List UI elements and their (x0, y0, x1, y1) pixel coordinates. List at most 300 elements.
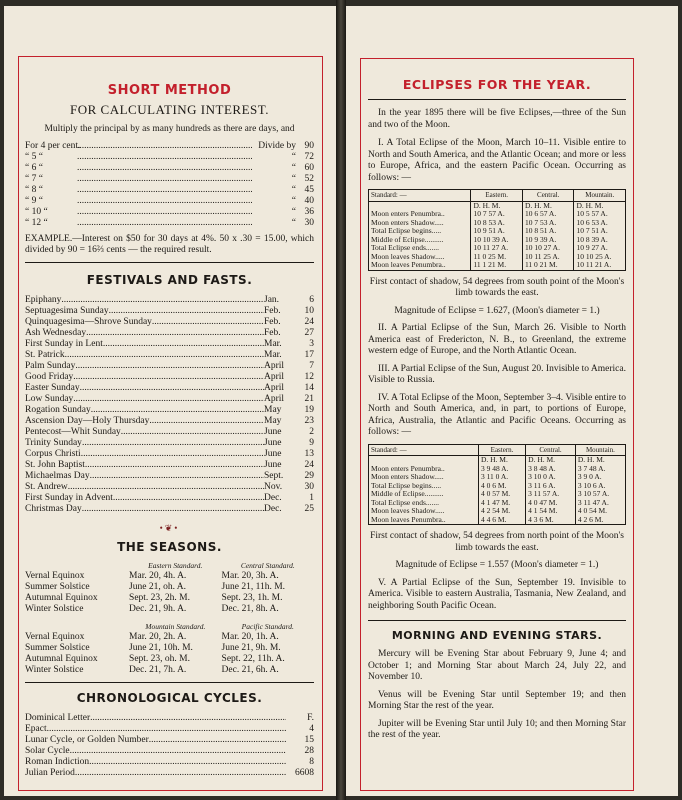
season-time: Sept. 23, oh. M. (129, 654, 191, 664)
cycle-value: 28 (304, 746, 314, 756)
eclipse-time-eastern: 4 0 57 M. (478, 490, 525, 499)
leader-dots (75, 361, 264, 372)
divide-value: 36 (304, 207, 314, 217)
eclipse-time-mountain: 10 6 53 A. (574, 219, 626, 228)
season-time: Dec. 21, 8h. A. (221, 604, 279, 614)
festival-month: June (264, 460, 282, 470)
divide-pct: “ 12 “ (25, 218, 48, 228)
festival-name: First Sunday in Advent (25, 493, 113, 503)
eclipse-phase: Middle of Eclipse.......... (371, 234, 444, 244)
leader-dots (77, 196, 252, 207)
eclipse-time-eastern: 10 7 57 A. (471, 210, 523, 219)
eclipse-phase: Moon enters Penumbra.. (371, 463, 445, 473)
short-method-title: SHORT METHOD (107, 83, 232, 98)
festival-month: Nov. (264, 482, 283, 492)
festival-row (25, 339, 314, 350)
eclipse-time-central: 3 8 48 A. (526, 465, 576, 474)
festival-day: 30 (304, 482, 314, 492)
festival-row (25, 361, 314, 372)
leader-dots (82, 438, 264, 449)
unit-cell: D. H. M. (574, 201, 626, 210)
divide-label: Divide by (258, 141, 296, 151)
divider (368, 620, 626, 621)
festival-month: April (264, 361, 285, 371)
festival-name: Septuagesima Sunday (25, 306, 109, 316)
jupiter-text: Jupiter will be Evening Star until July 10; and then Morning Star the rest of the year. (368, 718, 626, 740)
cycle-name: Lunar Cycle, or Golden Number (25, 735, 149, 745)
season-name: Autumnal Equinox (25, 593, 98, 603)
leader-dots (103, 339, 264, 350)
festival-day: 13 (304, 449, 314, 459)
zone-header: Pacific Standard. (241, 622, 294, 631)
divide-label: “ (291, 218, 296, 228)
eclipses-title: ECLIPSES FOR THE YEAR. (402, 77, 592, 92)
eclipse-phase: Total Eclipse ends....... (371, 243, 440, 252)
festival-row (25, 427, 314, 438)
divide-pct: “ 7 “ (25, 174, 43, 184)
eclipse-time-central: 3 11 57 A. (526, 490, 576, 499)
cycles-title: CHRONOLOGICAL CYCLES. (76, 691, 263, 705)
divide-label: “ (291, 174, 296, 184)
eclipse-time-mountain: 3 10 57 A. (575, 490, 625, 499)
season-time: June 21, 9h. M. (221, 643, 281, 653)
divide-row (25, 218, 314, 229)
unit-cell: D. H. M. (526, 456, 576, 465)
season-name: Vernal Equinox (25, 632, 85, 642)
eclipse-phase: Moon leaves Penumbra.. (371, 514, 446, 524)
festival-row (25, 449, 314, 460)
festival-row (25, 306, 314, 317)
table-head-standard: Standard: — (369, 190, 471, 202)
table-head-eastern: Eastern. (478, 444, 525, 456)
eclipse-time-eastern: 11 0 25 M. (471, 253, 523, 262)
divide-row (25, 207, 314, 218)
eclipse-time-mountain: 10 5 57 A. (574, 210, 626, 219)
eclipse-time-central: 3 11 6 A. (526, 482, 576, 491)
divide-value: 72 (304, 152, 314, 162)
leader-dots (85, 460, 264, 471)
festival-name: Trinity Sunday (25, 438, 82, 448)
stars-title: MORNING AND EVENING STARS. (391, 629, 603, 642)
season-row (25, 571, 314, 582)
divide-list (25, 141, 314, 229)
festival-month: Jan. (264, 295, 280, 305)
eclipse-time-mountain: 10 9 27 A. (574, 244, 626, 253)
divide-value: 40 (304, 196, 314, 206)
festival-day: 14 (304, 383, 314, 393)
leader-dots (77, 218, 252, 229)
festival-name: Ascension Day—Holy Thursday (25, 416, 150, 426)
leader-dots (77, 174, 252, 185)
eclipse-1-magnitude: Magnitude of Eclipse = 1.627, (Moon's diameter = 1.) (394, 305, 600, 316)
festival-day: 9 (309, 438, 314, 448)
leader-dots (47, 724, 286, 735)
example-text: EXAMPLE.—Interest on $50 for 30 days at 4%. 50 x .30 = 15.00, which divided by 90 = 16⅔ cents — the required result. (25, 234, 314, 255)
eclipse-1-table (368, 189, 626, 271)
unit-cell: D. H. M. (522, 201, 574, 210)
divide-value: 52 (304, 174, 314, 184)
eclipse-4-text: IV. A Total Eclipse of the Moon, September 3–4. Visible entire to North and South America, and, in part, to portions of Europe, Africa, Australia, the Atlantic and Pacific Oceans. Occurring as follows: — (368, 392, 626, 437)
festival-row (25, 471, 314, 482)
festival-month: April (264, 372, 285, 382)
multiply-text: Multiply the principal by as many hundreds as there are days, and (44, 124, 295, 134)
eclipse-time-central: 4 3 6 M. (526, 516, 576, 525)
leader-dots (73, 372, 264, 383)
festival-day: 12 (304, 372, 314, 382)
divide-row (25, 185, 314, 196)
festival-month: June (264, 438, 282, 448)
leader-dots (65, 350, 264, 361)
leader-dots (68, 482, 264, 493)
festival-month: April (264, 394, 285, 404)
festival-month: June (264, 427, 282, 437)
festival-row (25, 405, 314, 416)
eclipse-time-mountain: 10 8 39 A. (574, 236, 626, 245)
eclipse-time-eastern: 4 2 54 M. (478, 507, 525, 516)
leader-dots (149, 416, 264, 427)
right-page (346, 6, 678, 796)
leader-dots (90, 713, 286, 724)
festival-day: 23 (304, 416, 314, 426)
table-head-eastern: Eastern. (471, 190, 523, 202)
festival-row (25, 438, 314, 449)
season-row (25, 593, 314, 604)
festival-month: Feb. (264, 306, 281, 316)
book-gutter (336, 0, 346, 800)
eclipse-time-mountain: 3 11 47 A. (575, 499, 625, 508)
leader-dots (77, 185, 252, 196)
festival-name: St. John Baptist (25, 460, 85, 470)
seasons-title: THE SEASONS. (117, 540, 222, 554)
festival-month: Dec. (264, 504, 282, 514)
festival-month: Mar. (264, 339, 282, 349)
season-name: Vernal Equinox (25, 571, 85, 581)
eclipse-time-central: 10 11 25 A. (522, 253, 574, 262)
table-head-mountain: Mountain. (575, 444, 625, 456)
season-time: Mar. 20, 3h. A. (221, 571, 279, 581)
divide-row (25, 163, 314, 174)
eclipse-row (369, 516, 626, 525)
festival-month: May (264, 405, 282, 415)
season-row (25, 632, 314, 643)
eclipse-time-central: 3 10 0 A. (526, 473, 576, 482)
unit-cell: D. H. M. (478, 456, 525, 465)
festival-day: 27 (304, 328, 314, 338)
festival-name: Ash Wednesday (25, 328, 87, 338)
eclipse-2-text: II. A Partial Eclipse of the Sun, March 26. Visible to North America east of Fredericton, N. B., to Greenland, the extreme western edge of Europe, and the North Atlantic Ocean. (368, 323, 626, 356)
divide-pct: “ 9 “ (25, 196, 43, 206)
festival-name: Christmas Day (25, 504, 82, 514)
eclipse-time-eastern: 10 10 39 A. (471, 236, 523, 245)
season-name: Winter Solstice (25, 665, 84, 675)
festival-day: 7 (309, 361, 314, 371)
eclipse-phase: Moon leaves Shadow..... (371, 251, 445, 261)
cycle-row (25, 724, 314, 735)
festival-day: 21 (304, 394, 314, 404)
cycle-name: Dominical Letter (25, 713, 91, 723)
zone-headers-1 (25, 560, 314, 571)
cycle-name: Epact (25, 724, 47, 734)
festival-day: 25 (304, 504, 314, 514)
zone-header: Eastern Standard. (148, 561, 203, 570)
season-time: Mar. 20, 2h. A. (129, 632, 187, 642)
cycle-value: 6608 (295, 768, 314, 778)
season-time: Sept. 22, 11h. A. (221, 654, 285, 664)
festival-month: April (264, 383, 285, 393)
festival-day: 10 (304, 306, 314, 316)
eclipse-time-central: 10 7 53 A. (522, 219, 574, 228)
eclipse-time-mountain: 10 7 51 A. (574, 227, 626, 236)
divide-value: 60 (304, 163, 314, 173)
eclipse-4-magnitude: Magnitude of Eclipse = 1.557 (Moon's diameter = 1.) (395, 560, 599, 570)
cycle-row (25, 768, 314, 779)
eclipse-time-eastern: 4 0 6 M. (478, 482, 525, 491)
festival-day: 29 (304, 471, 314, 481)
leader-dots (73, 394, 264, 405)
table-head-standard: Standard: — (369, 444, 479, 456)
cycle-name: Roman Indiction (25, 757, 90, 767)
divide-row (25, 196, 314, 207)
festival-name: Palm Sunday (25, 361, 76, 371)
divide-pct: “ 5 “ (25, 152, 43, 162)
eclipse-time-mountain: 10 10 25 A. (574, 253, 626, 262)
festival-row (25, 493, 314, 504)
festival-row (25, 350, 314, 361)
eclipse-time-eastern: 4 4 6 M. (478, 516, 525, 525)
leader-dots (82, 504, 264, 515)
festival-day: 24 (304, 317, 314, 327)
eclipse-time-central: 10 9 39 A. (522, 236, 574, 245)
season-time: June 21, 10h. M. (129, 643, 193, 653)
short-method-subtitle: FOR CALCULATING INTEREST. (70, 102, 269, 117)
season-name: Winter Solstice (25, 604, 84, 614)
eclipse-time-eastern: 3 9 48 A. (478, 465, 525, 474)
cycle-name: Julian Period (25, 768, 75, 778)
festival-list (25, 295, 314, 515)
eclipse-phase: Moon leaves Shadow..... (371, 506, 445, 515)
festival-name: St. Andrew (25, 482, 68, 492)
leader-dots (80, 383, 264, 394)
eclipse-time-mountain: 4 0 54 M. (575, 507, 625, 516)
unit-cell: D. H. M. (575, 456, 625, 465)
festival-name: Pentecost—Whit Sunday (25, 427, 121, 437)
festival-month: Dec. (264, 493, 282, 503)
divide-row (25, 152, 314, 163)
season-row (25, 582, 314, 593)
right-page-frame (360, 58, 634, 791)
festival-day: 6 (309, 295, 314, 305)
festival-day: 17 (304, 350, 314, 360)
festival-row (25, 416, 314, 427)
festival-name: St. Patrick (25, 350, 65, 360)
eclipse-row (369, 261, 626, 270)
leader-dots (77, 207, 252, 218)
leader-dots (77, 141, 252, 152)
season-time: June 21, oh. A. (129, 582, 187, 592)
cycle-value: 8 (309, 757, 314, 767)
festival-month: Feb. (264, 317, 281, 327)
eclipse-phase: Moon leaves Penumbra.. (371, 260, 446, 269)
festival-row (25, 482, 314, 493)
eclipse-1-text: I. A Total Eclipse of the Moon, March 10–11. Visible entire to North and South America, and the Atlantic Ocean; and more or less to Europe, Africa, and the eastern Pacific Ocean. Occurring as follows: — (368, 138, 626, 183)
season-name: Summer Solstice (25, 582, 90, 592)
mercury-text: Mercury will be Evening Star about February 9, June 4; and October 1; and Morning Star about March 24, July 22, and November 10. (368, 649, 626, 682)
leader-dots (113, 493, 264, 504)
cycle-list (25, 713, 314, 779)
eclipse-time-central: 10 6 57 A. (522, 210, 574, 219)
eclipse-time-central: 10 10 27 A. (522, 244, 574, 253)
season-name: Summer Solstice (25, 643, 90, 653)
festival-day: 19 (304, 405, 314, 415)
festival-name: Good Friday (25, 372, 74, 382)
season-row (25, 643, 314, 654)
divide-pct: For 4 per cent. (25, 141, 81, 151)
cycle-name: Solar Cycle (25, 746, 70, 756)
eclipse-time-eastern: 11 1 21 M. (471, 261, 523, 270)
festival-month: Mar. (264, 350, 282, 360)
season-time: Dec. 21, 7h. A. (129, 665, 187, 675)
season-row (25, 604, 314, 615)
cycle-row (25, 735, 314, 746)
eclipse-time-mountain: 3 9 0 A. (575, 473, 625, 482)
eclipse-time-central: 4 1 54 M. (526, 507, 576, 516)
eclipse-phase: Moon enters Penumbra.. (371, 209, 445, 218)
festival-row (25, 317, 314, 328)
leader-dots (86, 328, 264, 339)
festival-month: Feb. (264, 328, 281, 338)
leader-dots (77, 152, 252, 163)
divider (368, 99, 626, 100)
season-time: Mar. 20, 4h. A. (129, 571, 187, 581)
festival-row (25, 328, 314, 339)
cycle-value: F. (307, 713, 314, 723)
eclipse-time-mountain: 10 11 21 A. (574, 261, 626, 270)
left-page (4, 6, 336, 796)
divide-pct: “ 6 “ (25, 163, 43, 173)
eclipse-time-central: 11 0 21 M. (522, 261, 574, 270)
season-time: Dec. 21, 6h. A. (221, 665, 279, 675)
leader-dots (70, 746, 286, 757)
ornament: •❦• (159, 523, 180, 533)
table-head-central: Central. (526, 444, 576, 456)
cycle-value: 4 (309, 724, 314, 734)
leader-dots (121, 427, 264, 438)
season-name: Autumnal Equinox (25, 654, 98, 664)
zone-headers-2 (25, 621, 314, 632)
eclipse-time-mountain: 3 10 6 A. (575, 482, 625, 491)
eclipse-time-central: 4 0 47 M. (526, 499, 576, 508)
festival-month: Sept. (264, 471, 284, 481)
leader-dots (77, 163, 252, 174)
festival-day: 24 (304, 460, 314, 470)
leader-dots (89, 757, 286, 768)
table-head-mountain: Mountain. (574, 190, 626, 202)
season-row (25, 665, 314, 676)
eclipse-time-eastern: 3 11 0 A. (478, 473, 525, 482)
eclipse-3-text: III. A Partial Eclipse of the Sun, August 20. Invisible to America. Visible to Russia. (368, 363, 626, 385)
divide-value: 90 (304, 141, 314, 151)
divide-row (25, 141, 314, 152)
divide-label: “ (291, 152, 296, 162)
festival-name: Michaelmas Day (25, 471, 90, 481)
eclipse-time-central: 10 8 51 A. (522, 227, 574, 236)
festival-row (25, 295, 314, 306)
eclipse-5-text: V. A Partial Eclipse of the Sun, September 19. Invisible to America. Visible to eastern Australia, Tasmania, New Zealand, and neighboring South Pacific Ocean. (368, 577, 626, 611)
divide-label: “ (291, 196, 296, 206)
divide-value: 30 (304, 218, 314, 228)
venus-text: Venus will be Evening Star until September 19; and then Morning Star the rest of the year. (368, 689, 626, 711)
leader-dots (61, 295, 264, 306)
eclipse-time-mountain: 4 2 6 M. (575, 516, 625, 525)
leader-dots (91, 405, 264, 416)
leader-dots (81, 449, 264, 460)
cycle-row (25, 713, 314, 724)
festivals-title: FESTIVALS AND FASTS. (86, 273, 253, 287)
divide-pct: “ 8 “ (25, 185, 43, 195)
festival-day: 1 (309, 493, 314, 503)
season-time: Dec. 21, 9h. A. (129, 604, 187, 614)
eclipse-phase: Total Eclipse ends....... (371, 497, 440, 507)
zone-header: Central Standard. (240, 561, 295, 570)
zone-header: Mountain Standard. (145, 622, 206, 631)
eclipse-time-eastern: 10 11 27 A. (471, 244, 523, 253)
eclipse-phase: Total Eclipse begins..... (371, 480, 442, 490)
eclipse-phase: Moon enters Shadow..... (371, 217, 444, 227)
season-time: Mar. 20, 1h. A. (221, 632, 279, 642)
divide-row (25, 174, 314, 185)
divide-value: 45 (304, 185, 314, 195)
leader-dots (109, 306, 264, 317)
eclipse-time-eastern: 10 9 51 A. (471, 227, 523, 236)
cycle-value: 15 (304, 735, 314, 745)
eclipse-4-contact: First contact of shadow, 54 degrees from north point of the Moon's limb towards the east. (370, 531, 624, 553)
divide-label: “ (291, 163, 296, 173)
festival-row (25, 394, 314, 405)
season-time: Sept. 23, 1h. M. (221, 593, 283, 603)
festival-row (25, 383, 314, 394)
table-head-central: Central. (522, 190, 574, 202)
season-row (25, 654, 314, 665)
festival-name: Epiphany (25, 295, 62, 305)
seasons-block (25, 560, 314, 676)
eclipse-phase: Moon enters Shadow..... (371, 472, 444, 481)
cycle-row (25, 757, 314, 768)
festival-name: Easter Sunday (25, 383, 80, 393)
divider (25, 682, 314, 683)
festival-day: 2 (309, 427, 314, 437)
festival-name: Low Sunday (25, 394, 74, 404)
leader-dots (75, 768, 286, 779)
eclipse-time-eastern: 4 1 47 M. (478, 499, 525, 508)
festival-name: Quinquagesima—Shrove Sunday (25, 317, 152, 327)
festival-name: Rogation Sunday (25, 405, 91, 415)
festival-month: June (264, 449, 282, 459)
festival-name: First Sunday in Lent (25, 339, 103, 349)
season-time: Sept. 23, 2h. M. (129, 593, 191, 603)
leader-dots (149, 735, 286, 746)
festival-name: Corpus Christi (25, 449, 81, 459)
divider (25, 262, 314, 263)
season-time: June 21, 11h. M. (221, 582, 286, 592)
divide-label: “ (291, 207, 296, 217)
festival-row (25, 460, 314, 471)
cycle-row (25, 746, 314, 757)
left-page-frame (18, 56, 323, 791)
eclipse-phase: Total Eclipse begins..... (371, 226, 442, 235)
festival-month: May (264, 416, 282, 426)
eclipse-phase: Middle of Eclipse.......... (371, 489, 444, 498)
festival-row (25, 504, 314, 515)
